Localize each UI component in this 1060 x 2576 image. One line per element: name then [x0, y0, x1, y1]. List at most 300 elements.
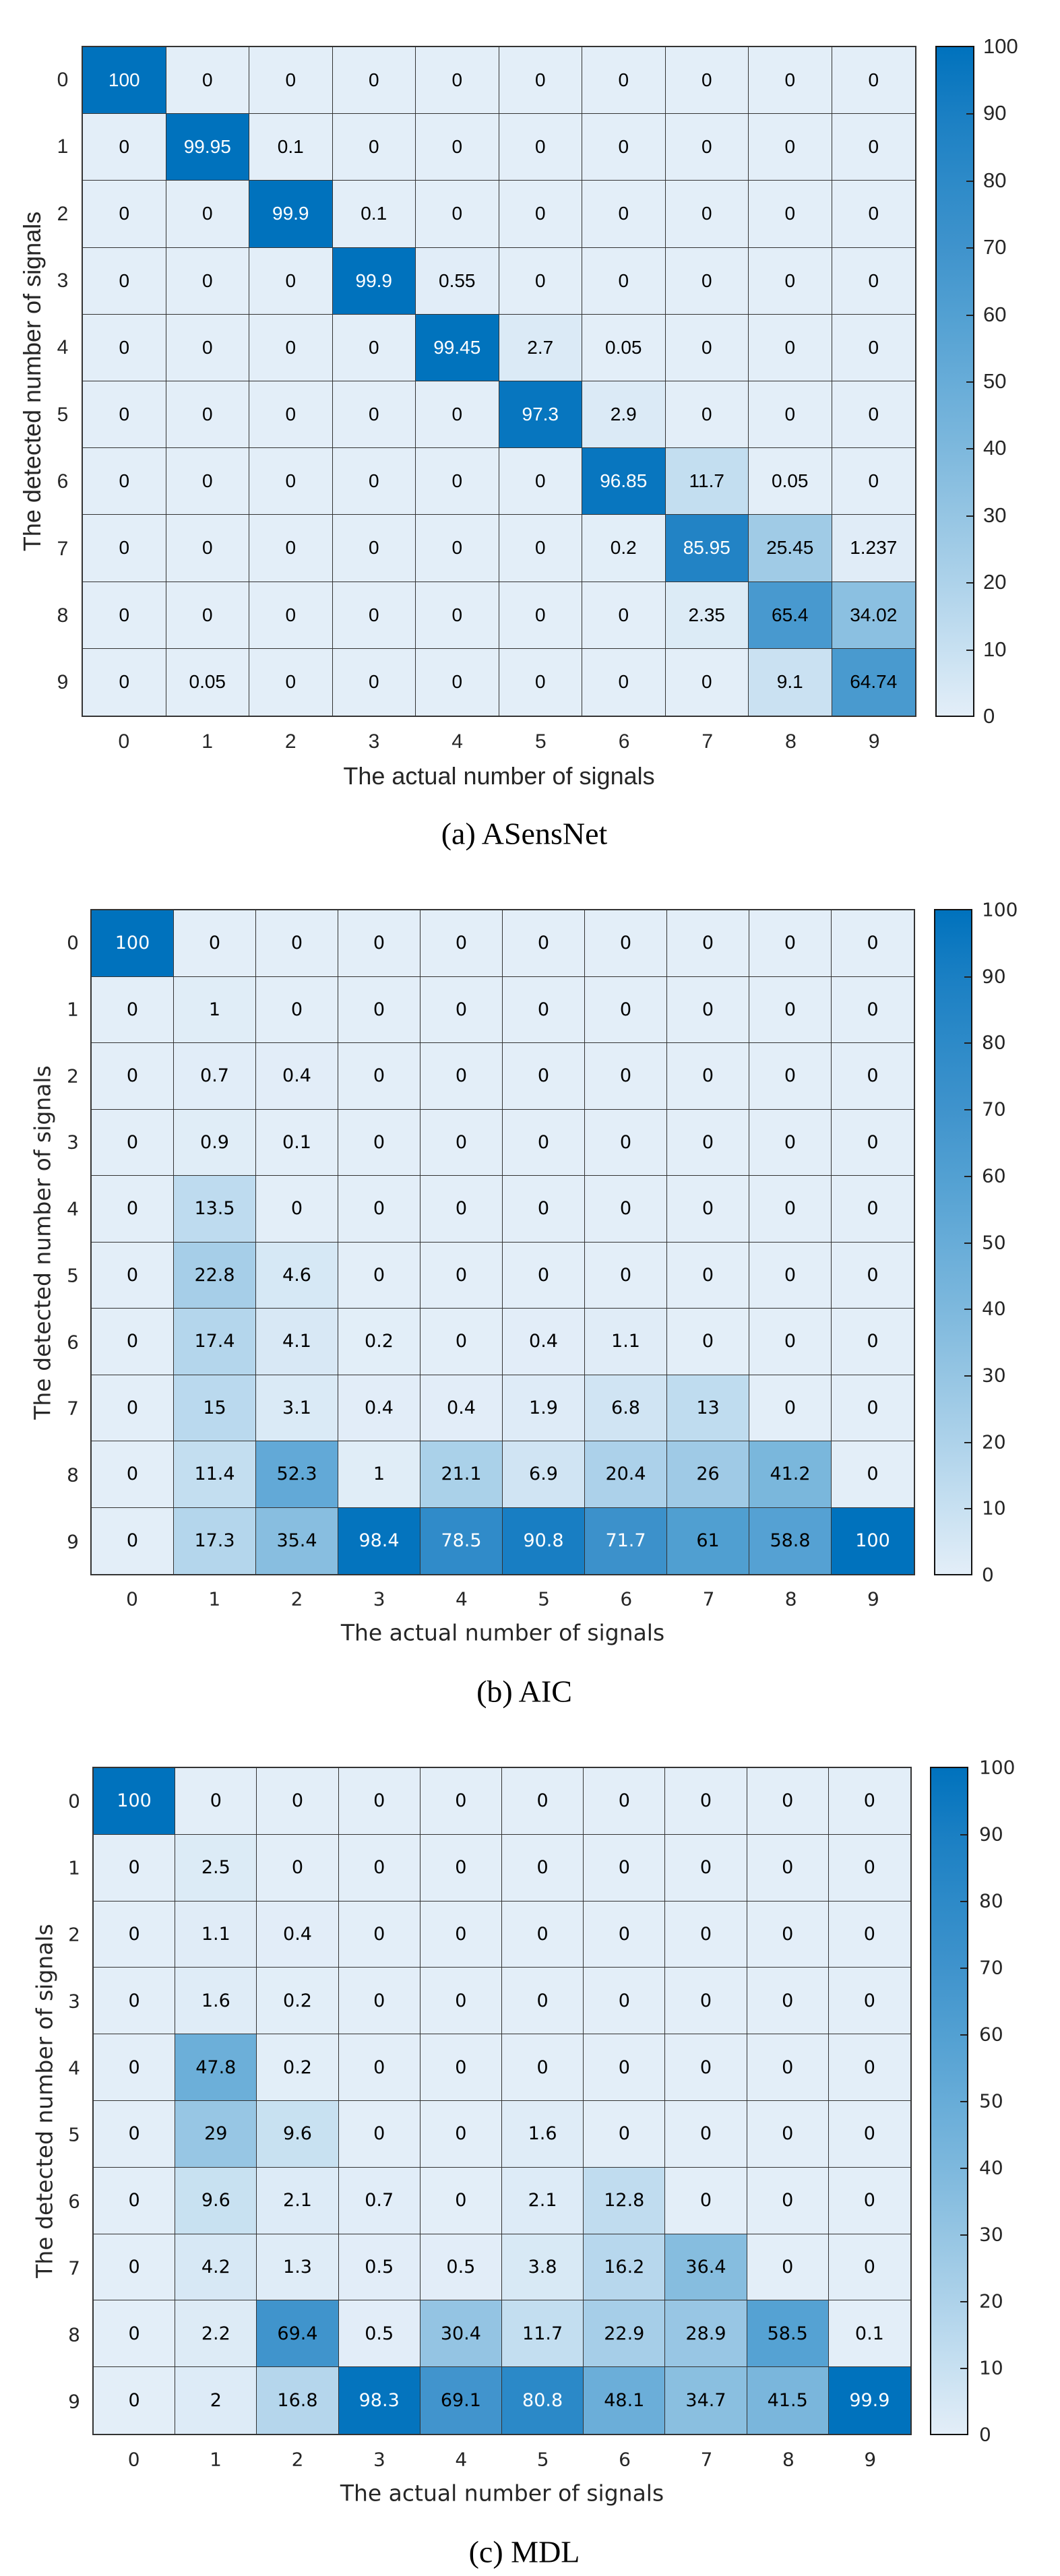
colorbar-tick-mark	[964, 1176, 971, 1177]
colorbar-tick-label: 60	[982, 1164, 1006, 1187]
heatmap-cell: 0	[166, 47, 250, 114]
heatmap-cell: 100	[92, 910, 174, 977]
heatmap-cell: 0	[339, 1835, 420, 1902]
x-tick-label: 2	[291, 2448, 304, 2471]
heatmap-cell: 0	[92, 1508, 174, 1575]
x-tick-label: 8	[784, 1588, 797, 1610]
heatmap-cell: 0	[502, 1835, 584, 1902]
heatmap-cell: 0	[582, 248, 666, 315]
heatmap-cell: 0	[94, 2168, 175, 2234]
colorbar-tick-mark	[960, 2034, 967, 2036]
heatmap-cell: 0	[338, 910, 420, 977]
colorbar-tick-label: 50	[982, 1231, 1006, 1253]
heatmap-cell: 35.4	[256, 1508, 338, 1575]
x-tick-label: 9	[868, 730, 880, 753]
colorbar-tick-label: 40	[983, 436, 1007, 460]
heatmap-cell: 0	[83, 315, 166, 381]
colorbar-tick-mark	[960, 2301, 967, 2302]
heatmap-cell: 78.5	[420, 1508, 503, 1575]
x-tick-label: 9	[867, 1588, 879, 1610]
heatmap-cell: 0	[83, 448, 166, 515]
heatmap-cell: 58.8	[749, 1508, 832, 1575]
heatmap-cell: 0	[503, 1110, 585, 1176]
y-tick-label: 1	[57, 135, 69, 158]
x-tick-label: 7	[702, 730, 714, 753]
heatmap-cell: 0	[249, 649, 333, 716]
heatmap-cell: 20.4	[585, 1441, 667, 1508]
heatmap-cell: 0	[749, 1176, 832, 1243]
heatmap-cell: 22.8	[174, 1243, 256, 1309]
heatmap-cell: 0	[420, 1243, 503, 1309]
colorbar-tick-mark	[964, 1243, 971, 1244]
heatmap-cell: 100	[83, 47, 166, 114]
heatmap-cell: 1	[338, 1441, 420, 1508]
heatmap-cell: 0	[166, 248, 250, 315]
heatmap-cell: 4.2	[175, 2234, 257, 2301]
heatmap-cell: 0	[832, 114, 916, 181]
heatmap-cell: 0	[502, 2034, 584, 2101]
heatmap-cell: 0	[249, 315, 333, 381]
heatmap-cell: 0	[339, 2034, 420, 2101]
panel-caption: (c) MDL	[468, 2534, 580, 2569]
heatmap-cell: 69.4	[257, 2300, 338, 2367]
x-tick-label: 1	[210, 2448, 222, 2471]
heatmap-cell: 0	[829, 2034, 910, 2101]
y-axis-label: The detected number of signals	[29, 1065, 56, 1420]
heatmap-cell: 0	[338, 1110, 420, 1176]
heatmap-cell: 0.1	[333, 181, 416, 247]
heatmap-cell: 0	[92, 977, 174, 1044]
heatmap-cell: 0	[665, 1768, 747, 1835]
heatmap-cell: 16.2	[584, 2234, 665, 2301]
heatmap-cell: 0	[175, 1768, 257, 1835]
heatmap-cell: 52.3	[256, 1441, 338, 1508]
heatmap-cell: 58.5	[747, 2300, 829, 2367]
heatmap-cell: 0	[499, 248, 583, 315]
x-tick-label: 4	[455, 2448, 468, 2471]
heatmap-cell: 0	[249, 448, 333, 515]
x-tick-label: 5	[535, 730, 547, 753]
heatmap-cell: 0	[499, 448, 583, 515]
heatmap-cell: 0	[94, 2034, 175, 2101]
colorbar-tick-label: 80	[979, 1889, 1003, 1912]
heatmap-cell: 100	[832, 1508, 914, 1575]
heatmap-cell: 69.1	[420, 2367, 502, 2434]
y-tick-label: 9	[67, 1530, 79, 1553]
colorbar	[930, 1767, 968, 2435]
heatmap-cell: 0	[585, 1176, 667, 1243]
heatmap-cell: 0	[256, 910, 338, 977]
heatmap-cell: 0	[503, 1243, 585, 1309]
heatmap-cell: 6.8	[585, 1375, 667, 1442]
heatmap-cell: 96.85	[582, 448, 666, 515]
heatmap-cell: 0	[94, 2101, 175, 2168]
colorbar-tick-mark	[960, 2168, 967, 2169]
heatmap-cell: 0	[420, 1110, 503, 1176]
heatmap-cell: 17.4	[174, 1309, 256, 1375]
heatmap-cell: 0	[747, 2101, 829, 2168]
heatmap-cell: 34.7	[665, 2367, 747, 2434]
heatmap-grid	[92, 1767, 912, 2435]
heatmap-cell: 0	[582, 181, 666, 247]
heatmap-cell: 0	[166, 381, 250, 448]
heatmap-cell: 0	[665, 1835, 747, 1902]
heatmap-cell: 1.3	[257, 2234, 338, 2301]
heatmap-cell: 0.2	[257, 1968, 338, 2034]
heatmap-cell: 0	[667, 1243, 749, 1309]
heatmap-cell: 1.6	[175, 1968, 257, 2034]
y-tick-label: 9	[57, 671, 69, 694]
y-tick-label: 3	[67, 1131, 79, 1154]
heatmap-cell: 0	[749, 1309, 832, 1375]
heatmap-cell: 0	[416, 649, 499, 716]
heatmap-cell: 11.7	[666, 448, 749, 515]
x-tick-label: 6	[618, 730, 630, 753]
colorbar-tick-label: 20	[982, 1431, 1006, 1453]
heatmap-cell: 0	[585, 1043, 667, 1110]
heatmap-cell: 0	[666, 649, 749, 716]
y-tick-label: 0	[67, 931, 79, 954]
heatmap-cell: 99.95	[166, 114, 250, 181]
heatmap-cell: 0	[832, 1243, 914, 1309]
heatmap-cell: 0	[92, 1110, 174, 1176]
heatmap-cell: 0	[83, 114, 166, 181]
heatmap-cell: 0	[420, 1043, 503, 1110]
x-tick-label: 4	[451, 730, 463, 753]
colorbar-tick-label: 100	[983, 34, 1018, 58]
heatmap-cell: 0	[666, 381, 749, 448]
x-tick-label: 7	[702, 1588, 715, 1610]
heatmap-cell: 0	[503, 1043, 585, 1110]
heatmap-cell: 0	[502, 1902, 584, 1968]
colorbar-tick-label: 60	[979, 2023, 1003, 2046]
x-tick-label: 3	[373, 1588, 385, 1610]
heatmap-cell: 0	[420, 1309, 503, 1375]
heatmap-cell: 0.5	[339, 2234, 420, 2301]
x-axis-label: The actual number of signals	[340, 1619, 665, 1646]
heatmap-cell: 0	[749, 1110, 832, 1176]
y-tick-label: 1	[68, 1856, 80, 1879]
heatmap-cell: 2.7	[499, 315, 583, 381]
colorbar-tick-mark	[966, 650, 973, 651]
colorbar-tick-label: 90	[982, 965, 1006, 988]
heatmap-cell: 0	[257, 1835, 338, 1902]
heatmap-cell: 0	[83, 515, 166, 582]
heatmap-cell: 0	[83, 381, 166, 448]
heatmap-cell: 0	[832, 47, 916, 114]
heatmap-cell: 0	[499, 47, 583, 114]
heatmap-cell: 0	[829, 1835, 910, 1902]
x-tick-label: 0	[126, 1588, 139, 1610]
heatmap-cell: 0	[499, 114, 583, 181]
y-tick-label: 2	[67, 1065, 79, 1088]
x-tick-label: 6	[620, 1588, 633, 1610]
heatmap-cell: 0	[749, 1375, 832, 1442]
heatmap-cell: 0	[339, 1768, 420, 1835]
y-tick-label: 6	[57, 470, 69, 493]
colorbar-tick-label: 0	[982, 1563, 994, 1586]
x-axis-label: The actual number of signals	[343, 762, 655, 790]
colorbar-tick-mark	[966, 448, 973, 449]
colorbar-tick-mark	[966, 582, 973, 584]
heatmap-cell: 0.4	[338, 1375, 420, 1442]
colorbar-tick-label: 0	[983, 704, 995, 728]
heatmap-cell: 0	[749, 1243, 832, 1309]
y-tick-label: 5	[67, 1264, 79, 1287]
heatmap-cell: 0	[499, 181, 583, 247]
heatmap-cell: 0	[499, 649, 583, 716]
heatmap-cell: 0	[749, 248, 832, 315]
heatmap-cell: 0	[333, 582, 416, 649]
colorbar-tick-label: 10	[982, 1497, 1006, 1519]
heatmap-cell: 98.3	[339, 2367, 420, 2434]
y-tick-label: 6	[67, 1331, 79, 1354]
heatmap-cell: 99.9	[249, 181, 333, 247]
heatmap-cell: 0	[416, 448, 499, 515]
heatmap-cell: 0	[666, 181, 749, 247]
heatmap-grid	[82, 46, 916, 717]
heatmap-cell: 0	[338, 1043, 420, 1110]
heatmap-cell: 0	[333, 114, 416, 181]
heatmap-cell: 0	[584, 1968, 665, 2034]
heatmap-cell: 12.8	[584, 2168, 665, 2234]
heatmap-cell: 4.6	[256, 1243, 338, 1309]
y-tick-label: 4	[57, 336, 69, 359]
colorbar-tick-mark	[964, 1309, 971, 1310]
x-tick-label: 6	[619, 2448, 631, 2471]
heatmap-cell: 0.7	[339, 2168, 420, 2234]
colorbar-tick-mark	[966, 515, 973, 517]
heatmap-cell: 0	[92, 1043, 174, 1110]
heatmap-cell: 0	[585, 1243, 667, 1309]
heatmap-cell: 0	[749, 1043, 832, 1110]
heatmap-cell: 0	[585, 1110, 667, 1176]
heatmap-cell: 0	[338, 1243, 420, 1309]
heatmap-cell: 30.4	[420, 2300, 502, 2367]
heatmap-cell: 71.7	[585, 1508, 667, 1575]
colorbar-tick-label: 40	[982, 1297, 1006, 1320]
heatmap-cell: 17.3	[174, 1508, 256, 1575]
y-tick-label: 5	[57, 403, 69, 426]
heatmap-cell: 28.9	[665, 2300, 747, 2367]
heatmap-cell: 0	[333, 448, 416, 515]
heatmap-cell: 26	[667, 1441, 749, 1508]
heatmap-cell: 0	[249, 248, 333, 315]
heatmap-cell: 0	[339, 1902, 420, 1968]
heatmap-cell: 0	[503, 910, 585, 977]
heatmap-cell: 0.4	[420, 1375, 503, 1442]
heatmap-cell: 0	[503, 1176, 585, 1243]
heatmap-cell: 99.9	[829, 2367, 910, 2434]
heatmap-cell: 0	[749, 381, 832, 448]
heatmap-cell: 98.4	[338, 1508, 420, 1575]
colorbar-tick-mark	[960, 2101, 967, 2102]
heatmap-cell: 0	[416, 181, 499, 247]
colorbar-tick-mark	[966, 247, 973, 249]
colorbar-tick-label: 20	[979, 2290, 1003, 2313]
x-tick-label: 1	[201, 730, 213, 753]
heatmap-cell: 0	[166, 181, 250, 247]
colorbar-tick-label: 100	[979, 1756, 1016, 1779]
colorbar-tick-label: 50	[979, 2090, 1003, 2112]
y-tick-label: 0	[57, 68, 69, 91]
heatmap-cell: 0	[832, 1441, 914, 1508]
heatmap-cell: 100	[94, 1768, 175, 1835]
heatmap-cell: 0	[333, 315, 416, 381]
heatmap-cell: 0	[94, 2300, 175, 2367]
heatmap-cell: 2.9	[582, 381, 666, 448]
heatmap-cell: 0	[749, 977, 832, 1044]
colorbar-tick-label: 90	[983, 101, 1007, 125]
heatmap-cell: 0	[665, 2168, 747, 2234]
heatmap-cell: 48.1	[584, 2367, 665, 2434]
x-tick-label: 4	[455, 1588, 468, 1610]
heatmap-cell: 0	[338, 1176, 420, 1243]
heatmap-cell: 0	[832, 1176, 914, 1243]
x-tick-label: 8	[782, 2448, 794, 2471]
panel-caption: (a) ASensNet	[441, 816, 608, 851]
heatmap-cell: 0	[94, 2234, 175, 2301]
heatmap-cell: 0	[667, 910, 749, 977]
y-tick-label: 8	[57, 604, 69, 627]
heatmap-cell: 0	[832, 1110, 914, 1176]
heatmap-cell: 0.5	[339, 2300, 420, 2367]
heatmap-cell: 11.4	[174, 1441, 256, 1508]
heatmap-cell: 0	[667, 1110, 749, 1176]
colorbar-tick-mark	[966, 181, 973, 182]
y-tick-label: 3	[57, 269, 69, 292]
heatmap-cell: 0	[832, 910, 914, 977]
heatmap-cell: 0	[503, 977, 585, 1044]
heatmap-cell: 0.1	[829, 2300, 910, 2367]
heatmap-cell: 0.05	[582, 315, 666, 381]
heatmap-cell: 0	[499, 582, 583, 649]
heatmap-cell: 0.2	[582, 515, 666, 582]
heatmap-cell: 0.2	[257, 2034, 338, 2101]
heatmap-cell: 47.8	[175, 2034, 257, 2101]
heatmap-cell: 0	[832, 977, 914, 1044]
colorbar-tick-mark	[964, 1042, 971, 1044]
heatmap-cell: 9.1	[749, 649, 832, 716]
heatmap-cell: 0	[582, 114, 666, 181]
heatmap-cell: 0	[747, 1902, 829, 1968]
heatmap-cell: 0	[584, 2034, 665, 2101]
heatmap-cell: 0	[582, 582, 666, 649]
heatmap-cell: 85.95	[666, 515, 749, 582]
heatmap-cell: 0	[749, 315, 832, 381]
heatmap-cell: 0	[832, 381, 916, 448]
heatmap-cell: 0	[249, 582, 333, 649]
heatmap-cell: 0	[416, 47, 499, 114]
colorbar-tick-label: 70	[982, 1098, 1006, 1121]
y-tick-label: 1	[67, 998, 79, 1021]
heatmap-cell: 0	[832, 248, 916, 315]
heatmap-cell: 0	[747, 1768, 829, 1835]
colorbar-tick-label: 70	[979, 1956, 1003, 1979]
heatmap-cell: 0	[667, 1176, 749, 1243]
heatmap-cell: 0	[665, 2034, 747, 2101]
y-tick-label: 4	[68, 2056, 80, 2079]
heatmap-cell: 0	[92, 1243, 174, 1309]
heatmap-cell: 0.9	[174, 1110, 256, 1176]
heatmap-cell: 0	[749, 181, 832, 247]
colorbar-tick-label: 20	[983, 570, 1007, 594]
colorbar-tick-label: 10	[983, 637, 1007, 661]
heatmap-cell: 0	[92, 1309, 174, 1375]
x-tick-label: 2	[290, 1588, 303, 1610]
heatmap-cell: 0	[92, 1375, 174, 1442]
heatmap-cell: 0	[256, 977, 338, 1044]
heatmap-cell: 61	[667, 1508, 749, 1575]
heatmap-cell: 0	[585, 977, 667, 1044]
heatmap-cell: 0	[420, 2034, 502, 2101]
heatmap-cell: 0	[747, 2168, 829, 2234]
heatmap-cell: 0	[832, 1309, 914, 1375]
heatmap-cell: 22.9	[584, 2300, 665, 2367]
y-tick-label: 7	[57, 537, 69, 560]
colorbar-tick-mark	[960, 2368, 967, 2369]
y-tick-label: 9	[68, 2390, 80, 2412]
heatmap-cell: 3.1	[256, 1375, 338, 1442]
colorbar-tick-mark	[964, 1375, 971, 1377]
x-tick-label: 5	[536, 2448, 549, 2471]
heatmap-cell: 0	[257, 1768, 338, 1835]
heatmap-cell: 0	[420, 1835, 502, 1902]
heatmap-cell: 0	[829, 2234, 910, 2301]
x-tick-label: 9	[864, 2448, 877, 2471]
heatmap-cell: 0	[747, 2234, 829, 2301]
heatmap-cell: 0	[829, 1968, 910, 2034]
heatmap-cell: 0.7	[174, 1043, 256, 1110]
heatmap-cell: 2.2	[175, 2300, 257, 2367]
heatmap-cell: 0.5	[420, 2234, 502, 2301]
heatmap-cell: 0	[166, 515, 250, 582]
heatmap-cell: 0	[339, 2101, 420, 2168]
heatmap-cell: 0	[166, 315, 250, 381]
heatmap-cell: 16.8	[257, 2367, 338, 2434]
heatmap-cell: 99.45	[416, 315, 499, 381]
y-tick-label: 2	[68, 1923, 80, 1945]
heatmap-cell: 0	[420, 1768, 502, 1835]
heatmap-cell: 21.1	[420, 1441, 503, 1508]
heatmap-cell: 90.8	[503, 1508, 585, 1575]
heatmap-cell: 0	[83, 649, 166, 716]
heatmap-cell: 0	[829, 1768, 910, 1835]
x-tick-label: 2	[284, 730, 297, 753]
x-tick-label: 0	[127, 2448, 140, 2471]
heatmap-cell: 65.4	[749, 582, 832, 649]
heatmap-grid	[90, 909, 915, 1575]
heatmap-cell: 0	[747, 1968, 829, 2034]
colorbar-tick-mark	[960, 2234, 967, 2236]
heatmap-cell: 0.1	[249, 114, 333, 181]
heatmap-cell: 0	[94, 1902, 175, 1968]
heatmap-cell: 64.74	[832, 649, 916, 716]
heatmap-cell: 9.6	[175, 2168, 257, 2234]
colorbar-tick-mark	[966, 381, 973, 383]
heatmap-cell: 0	[749, 114, 832, 181]
heatmap-cell: 0	[83, 248, 166, 315]
heatmap-cell: 1.1	[175, 1902, 257, 1968]
heatmap-cell: 0	[333, 381, 416, 448]
heatmap-cell: 0	[83, 181, 166, 247]
heatmap-cell: 0	[333, 515, 416, 582]
heatmap-cell: 13	[667, 1375, 749, 1442]
heatmap-cell: 0	[92, 1441, 174, 1508]
colorbar-tick-mark	[964, 976, 971, 978]
heatmap-cell: 0	[333, 649, 416, 716]
heatmap-cell: 0	[747, 2034, 829, 2101]
